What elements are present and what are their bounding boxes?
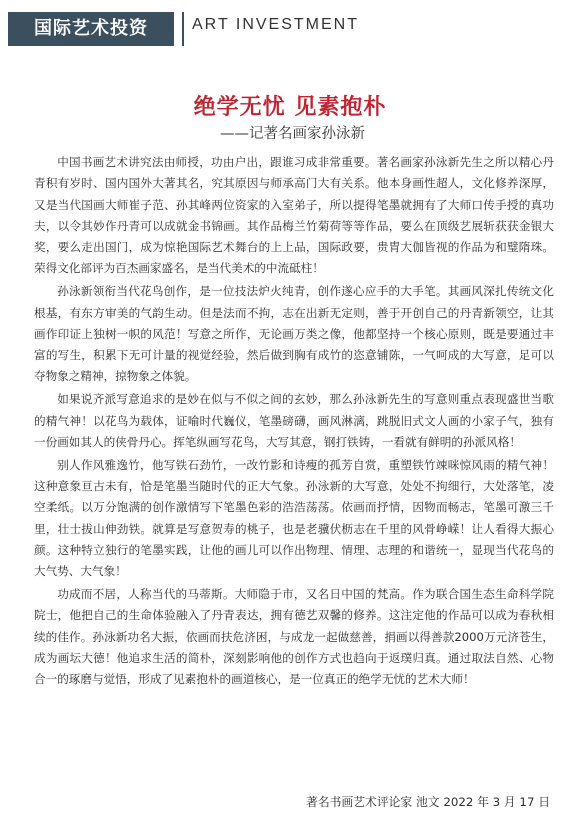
- article-title: 绝学无忧 见素抱朴: [193, 95, 387, 120]
- paragraph-4: 别人作风雅逸竹，他写铁石劲竹，一改竹影和诗瘦的孤芳自赏，重塑铁竹竦咪惊风雨的精气神！这种意象亘古未有，恰是笔墨当随时代的正大气象。孙泳新的大写意，处处不拘细行，大处落笔，凌空柔纸。以万分饱满的创作激情写下笔墨色彩的浩浩荡荡。依画而抒情，因物而畅志，笔墨可激三千里，壮士拔山伸劲铁。就算是写意贺寿的桃子，也是老骥伏枥志在千里的风骨峥嵘！让人看得大振心颜。这种特立独行的笔墨实践，让他的画儿可以作出物理、情理、志理的和谐统一，显现当代花鸟的大气势、大气象！: [34, 457, 554, 579]
- article-body: [34, 152, 554, 692]
- magazine-header: [0, 0, 580, 52]
- paragraph-2: 孙泳新领衔当代花鸟创作，是一位技法炉火纯青，创作遂心应手的大手笔。其画风深扎传统文化根基，有东方审美的气韵生动。但是法而不拘，志在出新无定则，善于开创自己的丹青新领空，让其画作印证上独树一帜的风范！写意之所作，无论画万类之像，他都坚持一个核心原则，既是要通过丰富的写生，积累下无可计量的视觉经验，然后做到胸有成竹的恣意铺陈，一气呵成的大写意，足可以夺物象之精神，掠物象之体貌。: [34, 284, 554, 384]
- author-signature: 著名书画艺术评论家 池文 2022 年 3 月 17 日: [306, 795, 550, 809]
- section-english-title: ART INVESTMENT: [192, 16, 359, 33]
- section-badge: 国际艺术投资: [8, 12, 174, 46]
- article-subtitle: ——记著名画家孙泳新: [220, 126, 365, 142]
- paragraph-5: 功成而不居，人称当代的马蒂斯。大师隐于市，又名日中国的梵高。作为联合国生态生命科学院院士，他把自己的生命体验融入了丹青表达，拥有德艺双馨的修养。这注定他的作品可以成为春秋相续的佳作。孙泳新功名大振，依画而扶危济困，与成龙一起做慈善，捐画以得善款2000万元济苍生，成为画坛大德！他追求生活的简朴，深刻影响他的创作方式也趋向于返璞归真。通过取法自然、心物合一的琢磨与觉悟，形成了见素抱朴的画道核心，是一位真正的绝学无忧的艺术大师！: [34, 586, 554, 687]
- header-divider: [182, 12, 184, 46]
- paragraph-1: 中国书画艺术讲究法由师授，功由户出，跟谁习成非常重要。著名画家孙泳新先生之所以精心丹青积有岁时、国内国外大著其名，究其原因与师承高门大有关系。他本身画性超人，文化修养深厚，又是当代国画大师崔子范、孙其峰两位资家的入室弟子，所以提得笔墨就拥有了大师口传手授的真功夫，以令其妙作丹青可以成就金书锦画。其作品梅兰竹菊荷等等作品，要么在顶级艺展斩获获金银大奖，要么走出国门，成为惊艳国际艺术舞台的上上品，国际政要，贵胄大伽皆视的作品为和璧隋珠。荣得文化部评为百杰画家盛名，是当代美术的中流砥柱！: [34, 155, 554, 276]
- paragraph-3: 如果说齐派写意追求的是妙在似与不似之间的玄妙，那么孙泳新先生的写意则重点表现盛世当歌的精气神！以花鸟为载体，证喻时代巍仪，笔墨磅礴，画风淋漓，跳脱旧式文人画的小家子气，独有一份画如其人的侠骨丹心。挥笔纵画写花鸟，大写其意，钢打铁铸，一看就有鲜明的孙派风格！: [34, 392, 554, 449]
